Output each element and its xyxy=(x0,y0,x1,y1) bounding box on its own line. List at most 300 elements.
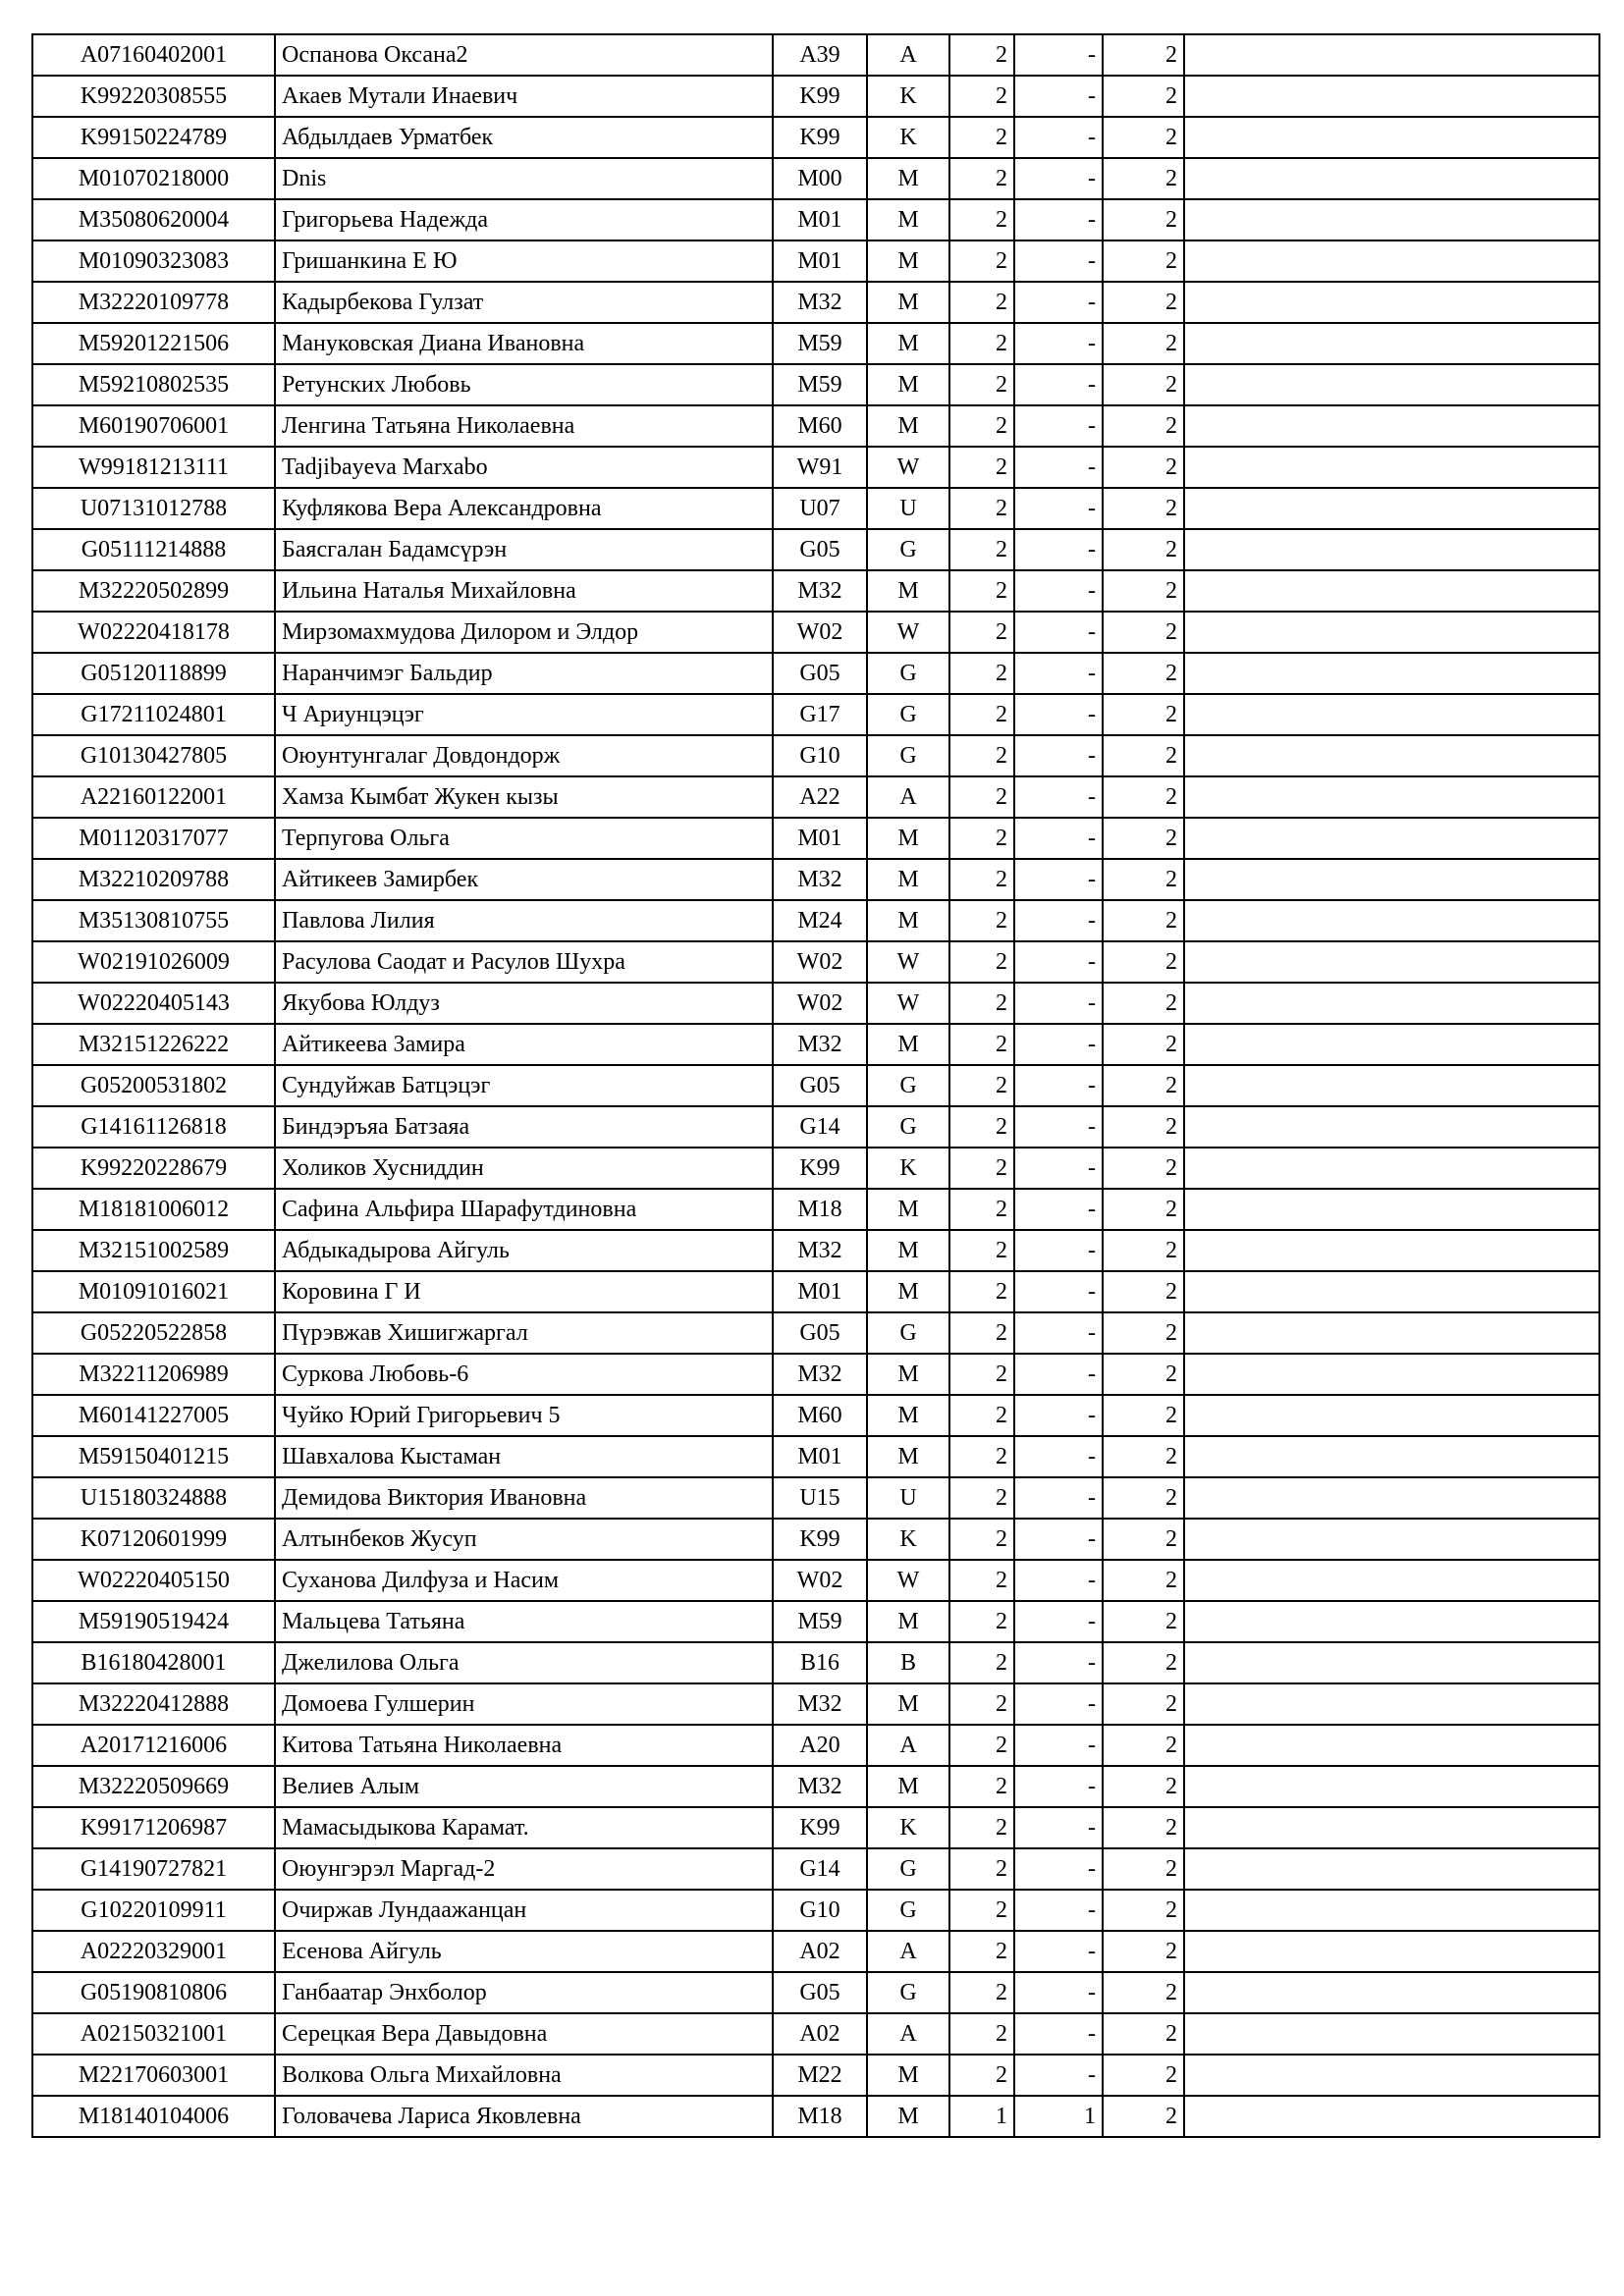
branch-code-cell: W02 xyxy=(773,941,867,983)
record-id-cell: M59150401215 xyxy=(32,1436,275,1477)
total-cell: 2 xyxy=(1103,158,1184,199)
table-row xyxy=(32,818,1599,859)
table-row xyxy=(32,1972,1599,2013)
total-cell: 2 xyxy=(1103,900,1184,941)
table-row xyxy=(32,1230,1599,1271)
table-row xyxy=(32,364,1599,405)
record-id-cell: W02220418178 xyxy=(32,612,275,653)
letter-cell: M xyxy=(867,1230,949,1271)
total-cell: 2 xyxy=(1103,240,1184,282)
blank-cell xyxy=(1184,941,1599,983)
letter-cell: M xyxy=(867,570,949,612)
count-cell: 2 xyxy=(949,1024,1014,1065)
branch-code-cell: G14 xyxy=(773,1848,867,1890)
count-cell: 2 xyxy=(949,1519,1014,1560)
name-cell: Якубова Юлдуз xyxy=(275,983,773,1024)
blank-cell xyxy=(1184,776,1599,818)
count-cell: 2 xyxy=(949,1477,1014,1519)
branch-code-cell: A02 xyxy=(773,1931,867,1972)
letter-cell: W xyxy=(867,1560,949,1601)
total-cell: 2 xyxy=(1103,1395,1184,1436)
total-cell: 2 xyxy=(1103,653,1184,694)
count-cell: 2 xyxy=(949,1436,1014,1477)
count-cell: 2 xyxy=(949,2055,1014,2096)
branch-code-cell: A22 xyxy=(773,776,867,818)
branch-code-cell: G05 xyxy=(773,529,867,570)
name-cell: Коровина Г И xyxy=(275,1271,773,1312)
record-id-cell: G05200531802 xyxy=(32,1065,275,1106)
branch-code-cell: M00 xyxy=(773,158,867,199)
name-cell: Велиев Алым xyxy=(275,1766,773,1807)
branch-code-cell: G05 xyxy=(773,653,867,694)
total-cell: 2 xyxy=(1103,694,1184,735)
blank-cell xyxy=(1184,240,1599,282)
name-cell: Оюунтунгалаг Довдондорж xyxy=(275,735,773,776)
count-cell: 2 xyxy=(949,1148,1014,1189)
count-cell: 2 xyxy=(949,694,1014,735)
total-cell: 2 xyxy=(1103,76,1184,117)
extra-cell: - xyxy=(1014,76,1103,117)
name-cell: Григорьева Надежда xyxy=(275,199,773,240)
name-cell: Есенова Айгуль xyxy=(275,1931,773,1972)
name-cell: Пүрэвжав Хишигжаргал xyxy=(275,1312,773,1354)
table-row xyxy=(32,1519,1599,1560)
name-cell: Домоева Гулшерин xyxy=(275,1683,773,1725)
table-row xyxy=(32,158,1599,199)
count-cell: 2 xyxy=(949,488,1014,529)
letter-cell: G xyxy=(867,1106,949,1148)
letter-cell: M xyxy=(867,1395,949,1436)
extra-cell: - xyxy=(1014,1024,1103,1065)
total-cell: 2 xyxy=(1103,1189,1184,1230)
name-cell: Ретунских Любовь xyxy=(275,364,773,405)
letter-cell: W xyxy=(867,447,949,488)
table-row xyxy=(32,1024,1599,1065)
total-cell: 2 xyxy=(1103,818,1184,859)
blank-cell xyxy=(1184,1271,1599,1312)
letter-cell: A xyxy=(867,1725,949,1766)
total-cell: 2 xyxy=(1103,1972,1184,2013)
table-row xyxy=(32,1106,1599,1148)
extra-cell: - xyxy=(1014,941,1103,983)
table-row xyxy=(32,240,1599,282)
record-id-cell: M59201221506 xyxy=(32,323,275,364)
count-cell: 2 xyxy=(949,983,1014,1024)
data-table xyxy=(31,33,1600,2138)
total-cell: 2 xyxy=(1103,364,1184,405)
name-cell: Оюунгэрэл Маргад-2 xyxy=(275,1848,773,1890)
total-cell: 2 xyxy=(1103,1148,1184,1189)
letter-cell: M xyxy=(867,240,949,282)
count-cell: 2 xyxy=(949,529,1014,570)
total-cell: 2 xyxy=(1103,1766,1184,1807)
record-id-cell: M59210802535 xyxy=(32,364,275,405)
blank-cell xyxy=(1184,1477,1599,1519)
count-cell: 2 xyxy=(949,158,1014,199)
count-cell: 2 xyxy=(949,653,1014,694)
record-id-cell: K99220228679 xyxy=(32,1148,275,1189)
record-id-cell: M60190706001 xyxy=(32,405,275,447)
name-cell: Баясгалан Бадамсүрэн xyxy=(275,529,773,570)
name-cell: Кадырбекова Гулзат xyxy=(275,282,773,323)
blank-cell xyxy=(1184,694,1599,735)
table-row xyxy=(32,1312,1599,1354)
branch-code-cell: A02 xyxy=(773,2013,867,2055)
record-id-cell: G10220109911 xyxy=(32,1890,275,1931)
branch-code-cell: K99 xyxy=(773,1807,867,1848)
name-cell: Джелилова Ольга xyxy=(275,1642,773,1683)
table-row xyxy=(32,1477,1599,1519)
name-cell: Шавхалова Кыстаман xyxy=(275,1436,773,1477)
letter-cell: W xyxy=(867,612,949,653)
branch-code-cell: M01 xyxy=(773,240,867,282)
total-cell: 2 xyxy=(1103,570,1184,612)
record-id-cell: K99220308555 xyxy=(32,76,275,117)
letter-cell: M xyxy=(867,2055,949,2096)
extra-cell: - xyxy=(1014,1148,1103,1189)
blank-cell xyxy=(1184,983,1599,1024)
blank-cell xyxy=(1184,405,1599,447)
blank-cell xyxy=(1184,1436,1599,1477)
letter-cell: G xyxy=(867,694,949,735)
letter-cell: M xyxy=(867,1024,949,1065)
record-id-cell: M32220109778 xyxy=(32,282,275,323)
branch-code-cell: G14 xyxy=(773,1106,867,1148)
extra-cell: - xyxy=(1014,2013,1103,2055)
blank-cell xyxy=(1184,1560,1599,1601)
extra-cell: - xyxy=(1014,776,1103,818)
record-id-cell: W02220405150 xyxy=(32,1560,275,1601)
extra-cell: - xyxy=(1014,488,1103,529)
table-row xyxy=(32,2055,1599,2096)
blank-cell xyxy=(1184,1972,1599,2013)
extra-cell: - xyxy=(1014,1642,1103,1683)
name-cell: Мальцева Татьяна xyxy=(275,1601,773,1642)
name-cell: Абдыкадырова Айгуль xyxy=(275,1230,773,1271)
record-id-cell: M35080620004 xyxy=(32,199,275,240)
count-cell: 2 xyxy=(949,1972,1014,2013)
count-cell: 2 xyxy=(949,818,1014,859)
table-row xyxy=(32,1065,1599,1106)
table-row xyxy=(32,1642,1599,1683)
name-cell: Наранчимэг Бальдир xyxy=(275,653,773,694)
blank-cell xyxy=(1184,34,1599,76)
record-id-cell: M32220412888 xyxy=(32,1683,275,1725)
record-id-cell: W99181213111 xyxy=(32,447,275,488)
blank-cell xyxy=(1184,1354,1599,1395)
count-cell: 1 xyxy=(949,2096,1014,2137)
total-cell: 2 xyxy=(1103,1230,1184,1271)
extra-cell: - xyxy=(1014,1766,1103,1807)
name-cell: Акаев Мутали Инаевич xyxy=(275,76,773,117)
letter-cell: G xyxy=(867,1890,949,1931)
branch-code-cell: M32 xyxy=(773,1230,867,1271)
letter-cell: M xyxy=(867,323,949,364)
count-cell: 2 xyxy=(949,570,1014,612)
blank-cell xyxy=(1184,1395,1599,1436)
table-row xyxy=(32,941,1599,983)
count-cell: 2 xyxy=(949,240,1014,282)
record-id-cell: U15180324888 xyxy=(32,1477,275,1519)
extra-cell: - xyxy=(1014,1848,1103,1890)
record-id-cell: G05190810806 xyxy=(32,1972,275,2013)
name-cell: Сундуйжав Батцэцэг xyxy=(275,1065,773,1106)
record-id-cell: M18181006012 xyxy=(32,1189,275,1230)
table-row xyxy=(32,1807,1599,1848)
count-cell: 2 xyxy=(949,405,1014,447)
table-row xyxy=(32,1148,1599,1189)
extra-cell: - xyxy=(1014,570,1103,612)
count-cell: 2 xyxy=(949,1725,1014,1766)
name-cell: Ленгина Татьяна Николаевна xyxy=(275,405,773,447)
branch-code-cell: K99 xyxy=(773,76,867,117)
letter-cell: K xyxy=(867,1807,949,1848)
letter-cell: G xyxy=(867,1312,949,1354)
table-row xyxy=(32,2013,1599,2055)
total-cell: 2 xyxy=(1103,612,1184,653)
branch-code-cell: M32 xyxy=(773,1354,867,1395)
blank-cell xyxy=(1184,1890,1599,1931)
extra-cell: - xyxy=(1014,1312,1103,1354)
record-id-cell: A07160402001 xyxy=(32,34,275,76)
blank-cell xyxy=(1184,900,1599,941)
name-cell: Серецкая Вера Давыдовна xyxy=(275,2013,773,2055)
letter-cell: M xyxy=(867,859,949,900)
count-cell: 2 xyxy=(949,199,1014,240)
table-row xyxy=(32,447,1599,488)
record-id-cell: A02150321001 xyxy=(32,2013,275,2055)
extra-cell: - xyxy=(1014,1106,1103,1148)
extra-cell: - xyxy=(1014,1477,1103,1519)
record-id-cell: A22160122001 xyxy=(32,776,275,818)
letter-cell: M xyxy=(867,1601,949,1642)
letter-cell: G xyxy=(867,735,949,776)
blank-cell xyxy=(1184,1065,1599,1106)
total-cell: 2 xyxy=(1103,1271,1184,1312)
letter-cell: G xyxy=(867,653,949,694)
name-cell: Сафина Альфира Шарафутдиновна xyxy=(275,1189,773,1230)
blank-cell xyxy=(1184,1024,1599,1065)
name-cell: Ильина Наталья Михайловна xyxy=(275,570,773,612)
extra-cell: - xyxy=(1014,364,1103,405)
table-row xyxy=(32,1271,1599,1312)
name-cell: Куфлякова Вера Александровна xyxy=(275,488,773,529)
count-cell: 2 xyxy=(949,776,1014,818)
branch-code-cell: G10 xyxy=(773,735,867,776)
extra-cell: - xyxy=(1014,1065,1103,1106)
record-id-cell: G10130427805 xyxy=(32,735,275,776)
table-row xyxy=(32,983,1599,1024)
count-cell: 2 xyxy=(949,2013,1014,2055)
record-id-cell: M32151226222 xyxy=(32,1024,275,1065)
branch-code-cell: M59 xyxy=(773,364,867,405)
table-row xyxy=(32,199,1599,240)
total-cell: 2 xyxy=(1103,117,1184,158)
letter-cell: M xyxy=(867,282,949,323)
table-row xyxy=(32,1601,1599,1642)
blank-cell xyxy=(1184,1683,1599,1725)
letter-cell: M xyxy=(867,1354,949,1395)
name-cell: Холиков Хусниддин xyxy=(275,1148,773,1189)
total-cell: 2 xyxy=(1103,1106,1184,1148)
blank-cell xyxy=(1184,612,1599,653)
record-id-cell: M01090323083 xyxy=(32,240,275,282)
table-row xyxy=(32,405,1599,447)
extra-cell: - xyxy=(1014,1230,1103,1271)
branch-code-cell: G17 xyxy=(773,694,867,735)
name-cell: Алтынбеков Жусуп xyxy=(275,1519,773,1560)
letter-cell: M xyxy=(867,2096,949,2137)
blank-cell xyxy=(1184,364,1599,405)
letter-cell: M xyxy=(867,1766,949,1807)
table-row xyxy=(32,900,1599,941)
blank-cell xyxy=(1184,2055,1599,2096)
name-cell: Гришанкина Е Ю xyxy=(275,240,773,282)
count-cell: 2 xyxy=(949,323,1014,364)
total-cell: 2 xyxy=(1103,1725,1184,1766)
extra-cell: - xyxy=(1014,653,1103,694)
table-row xyxy=(32,1560,1599,1601)
branch-code-cell: M32 xyxy=(773,1766,867,1807)
record-id-cell: G05111214888 xyxy=(32,529,275,570)
blank-cell xyxy=(1184,529,1599,570)
branch-code-cell: M01 xyxy=(773,1271,867,1312)
branch-code-cell: A20 xyxy=(773,1725,867,1766)
branch-code-cell: G10 xyxy=(773,1890,867,1931)
record-id-cell: M18140104006 xyxy=(32,2096,275,2137)
branch-code-cell: M32 xyxy=(773,570,867,612)
letter-cell: M xyxy=(867,1271,949,1312)
record-id-cell: M32220502899 xyxy=(32,570,275,612)
total-cell: 2 xyxy=(1103,1065,1184,1106)
name-cell: Очиржав Лундаажанцан xyxy=(275,1890,773,1931)
extra-cell: - xyxy=(1014,1807,1103,1848)
total-cell: 2 xyxy=(1103,1848,1184,1890)
total-cell: 2 xyxy=(1103,282,1184,323)
extra-cell: 1 xyxy=(1014,2096,1103,2137)
letter-cell: M xyxy=(867,1683,949,1725)
count-cell: 2 xyxy=(949,1312,1014,1354)
table-row xyxy=(32,1395,1599,1436)
total-cell: 2 xyxy=(1103,1601,1184,1642)
total-cell: 2 xyxy=(1103,2055,1184,2096)
extra-cell: - xyxy=(1014,612,1103,653)
blank-cell xyxy=(1184,2013,1599,2055)
blank-cell xyxy=(1184,818,1599,859)
count-cell: 2 xyxy=(949,1106,1014,1148)
name-cell: Ганбаатар Энхболор xyxy=(275,1972,773,2013)
table-row xyxy=(32,1890,1599,1931)
count-cell: 2 xyxy=(949,612,1014,653)
blank-cell xyxy=(1184,653,1599,694)
blank-cell xyxy=(1184,1519,1599,1560)
table-row xyxy=(32,488,1599,529)
record-id-cell: M22170603001 xyxy=(32,2055,275,2096)
total-cell: 2 xyxy=(1103,488,1184,529)
name-cell: Павлова Лилия xyxy=(275,900,773,941)
count-cell: 2 xyxy=(949,76,1014,117)
table-row xyxy=(32,1189,1599,1230)
extra-cell: - xyxy=(1014,1890,1103,1931)
name-cell: Ч Ариунцэцэг xyxy=(275,694,773,735)
extra-cell: - xyxy=(1014,405,1103,447)
record-id-cell: G05120118899 xyxy=(32,653,275,694)
table-row xyxy=(32,1931,1599,1972)
letter-cell: A xyxy=(867,776,949,818)
count-cell: 2 xyxy=(949,1395,1014,1436)
table-row xyxy=(32,117,1599,158)
letter-cell: K xyxy=(867,117,949,158)
count-cell: 2 xyxy=(949,282,1014,323)
total-cell: 2 xyxy=(1103,1436,1184,1477)
table-row xyxy=(32,859,1599,900)
letter-cell: M xyxy=(867,900,949,941)
total-cell: 2 xyxy=(1103,1683,1184,1725)
blank-cell xyxy=(1184,1230,1599,1271)
table-row xyxy=(32,612,1599,653)
record-id-cell: M60141227005 xyxy=(32,1395,275,1436)
table-row xyxy=(32,776,1599,818)
record-id-cell: G14190727821 xyxy=(32,1848,275,1890)
name-cell: Волкова Ольга Михайловна xyxy=(275,2055,773,2096)
branch-code-cell: M24 xyxy=(773,900,867,941)
extra-cell: - xyxy=(1014,447,1103,488)
name-cell: Китова Татьяна Николаевна xyxy=(275,1725,773,1766)
count-cell: 2 xyxy=(949,1890,1014,1931)
count-cell: 2 xyxy=(949,1354,1014,1395)
count-cell: 2 xyxy=(949,1065,1014,1106)
name-cell: Айтикеева Замира xyxy=(275,1024,773,1065)
count-cell: 2 xyxy=(949,1601,1014,1642)
total-cell: 2 xyxy=(1103,1477,1184,1519)
total-cell: 2 xyxy=(1103,941,1184,983)
record-id-cell: M32151002589 xyxy=(32,1230,275,1271)
total-cell: 2 xyxy=(1103,1354,1184,1395)
count-cell: 2 xyxy=(949,1807,1014,1848)
name-cell: Мануковская Диана Ивановна xyxy=(275,323,773,364)
total-cell: 2 xyxy=(1103,2096,1184,2137)
record-id-cell: M01120317077 xyxy=(32,818,275,859)
blank-cell xyxy=(1184,158,1599,199)
letter-cell: G xyxy=(867,1972,949,2013)
extra-cell: - xyxy=(1014,1601,1103,1642)
record-id-cell: M35130810755 xyxy=(32,900,275,941)
count-cell: 2 xyxy=(949,1560,1014,1601)
letter-cell: A xyxy=(867,2013,949,2055)
extra-cell: - xyxy=(1014,1931,1103,1972)
letter-cell: M xyxy=(867,1189,949,1230)
branch-code-cell: U07 xyxy=(773,488,867,529)
letter-cell: G xyxy=(867,1065,949,1106)
table-row xyxy=(32,1766,1599,1807)
table-row xyxy=(32,735,1599,776)
count-cell: 2 xyxy=(949,859,1014,900)
name-cell: Суханова Дилфуза и Насим xyxy=(275,1560,773,1601)
record-id-cell: A02220329001 xyxy=(32,1931,275,1972)
record-id-cell: A20171216006 xyxy=(32,1725,275,1766)
name-cell: Оспанова Оксана2 xyxy=(275,34,773,76)
branch-code-cell: W02 xyxy=(773,1560,867,1601)
table-row xyxy=(32,34,1599,76)
letter-cell: U xyxy=(867,1477,949,1519)
total-cell: 2 xyxy=(1103,776,1184,818)
extra-cell: - xyxy=(1014,1395,1103,1436)
branch-code-cell: G05 xyxy=(773,1065,867,1106)
extra-cell: - xyxy=(1014,1683,1103,1725)
total-cell: 2 xyxy=(1103,1807,1184,1848)
extra-cell: - xyxy=(1014,2055,1103,2096)
name-cell: Айтикеев Замирбек xyxy=(275,859,773,900)
